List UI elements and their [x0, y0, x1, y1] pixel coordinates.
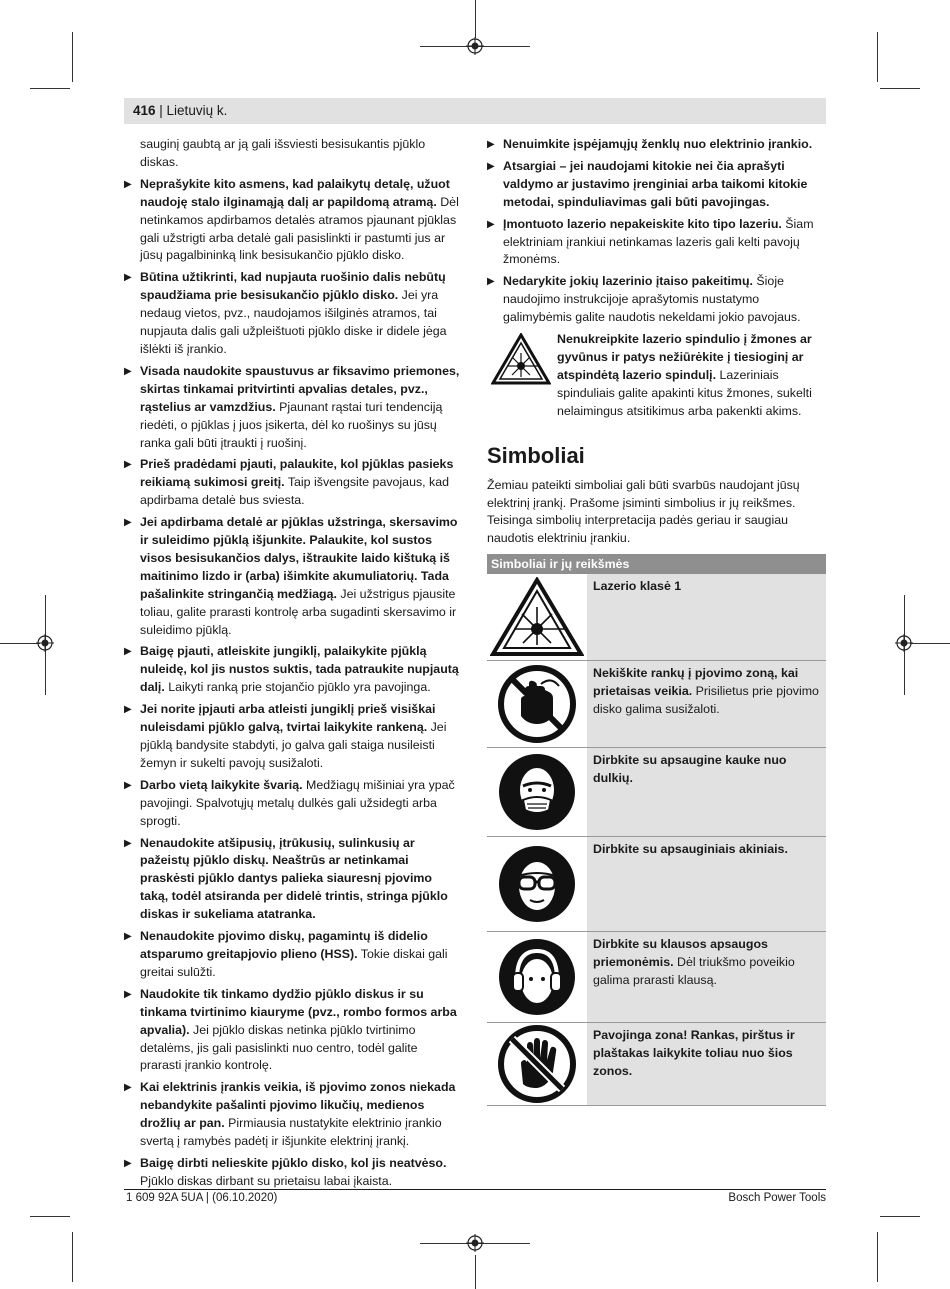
page-header-bar — [124, 98, 826, 124]
left-column — [124, 136, 460, 1191]
right-safety-list — [487, 136, 826, 327]
dust-mask-icon — [497, 752, 577, 832]
crop-mark — [880, 88, 920, 89]
instruction-text: Šioje naudojimo instrukcijoje aprašytomis nustatymo galimybėmis galite naudotis nekeldami jokio pavojaus. — [503, 274, 801, 325]
symbol-row — [487, 748, 826, 837]
safety-instruction — [124, 1079, 460, 1151]
crop-mark — [475, 0, 476, 38]
instruction-text: Pjūklo diskas dirbant su prietaisu labai įkaista. — [140, 1173, 393, 1188]
symbol-label: Nekiškite rankų į pjovimo zoną, kai prietaisas veikia. — [593, 666, 799, 699]
laser-warning — [487, 331, 826, 421]
page-language: Lietuvių k. — [166, 103, 228, 118]
instruction-bold: Prieš pradėdami pjauti, palaukite, kol pjūklas pasieks reikiamą sukimosi greitį. — [140, 457, 454, 490]
footer-rule — [124, 1189, 826, 1190]
instruction-bold: Atsargiai – jei naudojami kitokie nei čia aprašyti valdymo ar justavimo įrenginiai arba taikomi kitokie metodai, spinduliavimas gali būti pavojingas. — [503, 158, 808, 209]
safety-instruction — [487, 136, 826, 154]
instruction-text: Laikyti ranką prie stojančio pjūklo yra pavojinga. — [164, 680, 431, 695]
symbol-row — [487, 661, 826, 748]
safety-instruction — [124, 835, 460, 925]
symbol-label: Dirbkite su apsaugine kauke nuo dulkių. — [593, 753, 787, 786]
instruction-bold: Kai elektrinis įrankis veikia, iš pjovimo zonos niekada nebandykite pašalinti pjovimo likučių, medienos drožlių ar pan. — [140, 1080, 456, 1131]
safety-instruction — [487, 273, 826, 327]
symbol-description: Prisilietus prie pjovimo disko galima susižaloti. — [593, 684, 819, 717]
instruction-bold: Nenuimkite įspėjamųjų ženklų nuo elektrinio įrankio. — [503, 137, 813, 151]
instruction-bold: Darbo vietą laikykite švarią. — [140, 777, 303, 792]
footer-document-id: 1 609 92A 5UA | (06.10.2020) — [126, 1192, 278, 1204]
instruction-bold: Jei apdirbama detalė ar pjūklas užstringa, skersavimo ir suleidimo pjūklą išjunkite. Palaukite, kol sustos visos besisukančios dalys, ištraukite laido kištuką iš maitinimo lizdo ir (arba) išimkite akumuliatorių. Tada pašalinkite stringančią medžiagą. — [140, 515, 458, 601]
safety-instruction — [124, 363, 460, 453]
safety-instruction — [124, 176, 460, 266]
page-header: 416 | Lietuvių k. — [133, 103, 228, 118]
crop-mark — [910, 643, 950, 644]
crop-mark — [72, 32, 73, 82]
symbol-row — [487, 932, 826, 1023]
laser-warning-icon — [490, 577, 584, 657]
instruction-bold: Būtina užtikrinti, kad nupjauta ruošinio dalis nebūtų spaudžiama prie besisukančio pjūklo disko. — [140, 270, 446, 303]
danger-zone-hand-icon — [497, 1024, 577, 1104]
instruction-text: Medžiagų mišiniai yra ypač pavojingi. Spalvotųjų metalų dulkės gali užsidegti arba sprogti. — [140, 777, 455, 828]
registration-mark-icon — [466, 1234, 484, 1252]
symbols-table-header: Simboliai ir jų reikšmės — [487, 554, 826, 574]
safety-instruction — [124, 986, 460, 1076]
instruction-bold: Neprašykite kito asmens, kad palaikytų detalę, užuot naudoję stalo ilginamąją dalį ar papildomą atramą. — [140, 176, 450, 209]
instruction-text: Dėl netinkamos apdirbamos detalės atramos pjaunant pjūklas gali užstrigti arba detalė gali pasislinkti ir pastumti jus ar jūsų pagalbininką link besisukančio pjūklo disko. — [140, 194, 459, 263]
right-column — [487, 136, 826, 1106]
safety-instruction — [487, 216, 826, 270]
no-hand-in-cut-zone-icon — [497, 664, 577, 744]
instruction-bold: Baigę dirbti nelieskite pjūklo disko, kol jis neatvėso. — [140, 1155, 447, 1170]
footer-brand: Bosch Power Tools — [728, 1192, 826, 1204]
page-number: 416 — [133, 103, 156, 118]
laser-warning-icon — [491, 333, 551, 385]
crop-mark — [475, 1255, 476, 1289]
instruction-text: Jei yra nedaug vietos, pvz., naudojamos išilginės atramos, tai nupjauta dalis gali užpleištuoti pjūklo diske ir didele jėga išlėkti iš įrankio. — [140, 288, 447, 356]
safety-instruction — [124, 777, 460, 831]
safety-instruction — [487, 158, 826, 212]
instruction-text: Šiam elektriniam įrankiui netinkamas lazeris gali kelti pavojų žmonėms. — [503, 216, 814, 267]
left-safety-list — [124, 176, 460, 1191]
crop-mark — [877, 32, 878, 82]
symbol-row — [487, 837, 826, 932]
instruction-text: Taip išvengsite pavojaus, kad apdirbama detalė bus sviesta. — [140, 475, 450, 508]
crop-mark — [30, 1216, 70, 1217]
instruction-text: Pirmiausia nustatykite elektrinio įrankio svertą į ramybės padėtį ir išjunkite elektrinį įrankį. — [140, 1116, 442, 1149]
safety-instruction — [124, 701, 460, 773]
instruction-bold: Įmontuoto lazerio nepakeiskite kito tipo lazeriu. — [503, 216, 782, 231]
ear-protection-icon — [497, 937, 577, 1017]
crop-mark — [877, 1232, 878, 1282]
instruction-bold: Nedarykite jokių lazerinio įtaiso pakeitimų. — [503, 274, 753, 289]
instruction-text: Jei pjūklo diskas netinka pjūklo tvirtinimo detalėms, jis gali pasislinkti nuo centro, todėl galite prarasti įrankio kontrolę. — [140, 1022, 418, 1073]
instruction-bold: Nenaudokite atšipusių, įtrūkusių, sulinkusių ar pažeistų pjūklo diskų. Neaštrūs ar netinkamai praskėsti pjūklo dantys palieka siauresnį pjovimo taką, todėl atsiranda per didelė trintis, stringa pjūklo diskas ir sukeliama atatranka. — [140, 835, 448, 922]
symbols-table — [487, 554, 826, 1106]
laser-warning-bold: Nenukreipkite lazerio spindulio į žmones ar gyvūnus ir patys nežiūrėkite į tiesioginį ar atspindėtą lazerio spindulį. — [557, 332, 812, 382]
symbol-label: Dirbkite su klausos apsaugos priemonėmis. — [593, 937, 768, 970]
safety-goggles-icon — [497, 844, 577, 924]
symbol-label: Lazerio klasė 1 — [593, 579, 682, 594]
instruction-bold: Jei norite įpjauti arba atleisti jungiklį prieš visiškai nuleisdami pjūklo galvą, tvirtai laikykite rankeną. — [140, 702, 436, 735]
symbol-row — [487, 1023, 826, 1106]
safety-instruction — [124, 1155, 460, 1191]
registration-mark-icon — [895, 634, 913, 652]
instruction-text: Jei pjūklą bandysite stabdyti, jo galva gali staiga nusileisti žemyn ir sukelti pavojų susižaloti. — [140, 720, 447, 770]
crop-mark — [0, 643, 40, 644]
instruction-bold: Baigę pjauti, atleiskite jungiklį, palaikykite pjūklą nuleidę, kol jis nustos suktis, tada patraukite nupjautą dalį. — [140, 644, 459, 695]
safety-instruction — [124, 928, 460, 982]
crop-mark — [880, 1216, 920, 1217]
instruction-text: Pjaunant rąstai turi tendenciją riedėti, o pjūklas į juos įsikerta, dėl ko ruošinys su jūsų ranka gali būti įtraukti į ruošinį. — [140, 399, 443, 450]
section-title: Simboliai — [487, 442, 585, 468]
instruction-text: Jei užstrigus pjausite toliau, galite prarasti kontrolę arba sugadinti skersavimo ir suleidimo pjūklą. — [140, 586, 457, 637]
section-intro: Žemiau pateikti simboliai gali būti svarbūs naudojant jūsų elektrinį įrankį. Prašome įsiminti simbolius ir jų reikšmes. Teisinga simbolių interpretacija padės geriau ir saugiau naudotis elektriniu įrankiu. — [487, 477, 800, 546]
continuation-text: sauginį gaubtą ar ją gali išsviesti besisukantis pjūklo diskas. — [140, 137, 426, 169]
symbol-description: Dėl triukšmo poveikio galima prarasti klausą. — [593, 955, 795, 988]
registration-mark-icon — [466, 37, 484, 55]
instruction-text: Tokie diskai gali greitai sulūžti. — [140, 946, 448, 979]
symbol-label: Pavojinga zona! Rankas, pirštus ir plaštakas laikykite toliau nuo šios zonos. — [593, 1028, 795, 1079]
registration-mark-icon — [36, 634, 54, 652]
symbol-label: Dirbkite su apsauginiais akiniais. — [593, 842, 788, 857]
symbol-row — [487, 574, 826, 661]
instruction-bold: Visada naudokite spaustuvus ar fiksavimo priemones, skirtas tinkamai pritvirtinti apvalias detales, pvz., rąstelius ar vamzdžius. — [140, 363, 460, 414]
safety-instruction — [124, 269, 460, 359]
safety-instruction — [124, 643, 460, 697]
instruction-bold: Nenaudokite pjovimo diskų, pagamintų iš didelio atsparumo greitapjovio plieno (HSS). — [140, 929, 428, 961]
crop-mark — [30, 88, 70, 89]
crop-mark — [72, 1232, 73, 1282]
safety-instruction — [124, 514, 460, 639]
instruction-bold: Naudokite tik tinkamo dydžio pjūklo diskus ir su tinkama tvirtinimo kiauryme (pvz., rombo formos arba apvalia). — [140, 986, 457, 1037]
safety-instruction — [124, 456, 460, 510]
laser-warning-text: Lazeriniais spinduliais galite apakinti kitus žmones, sukelti nelaimingus atsitikimus arba pakenkti akims. — [557, 367, 812, 418]
